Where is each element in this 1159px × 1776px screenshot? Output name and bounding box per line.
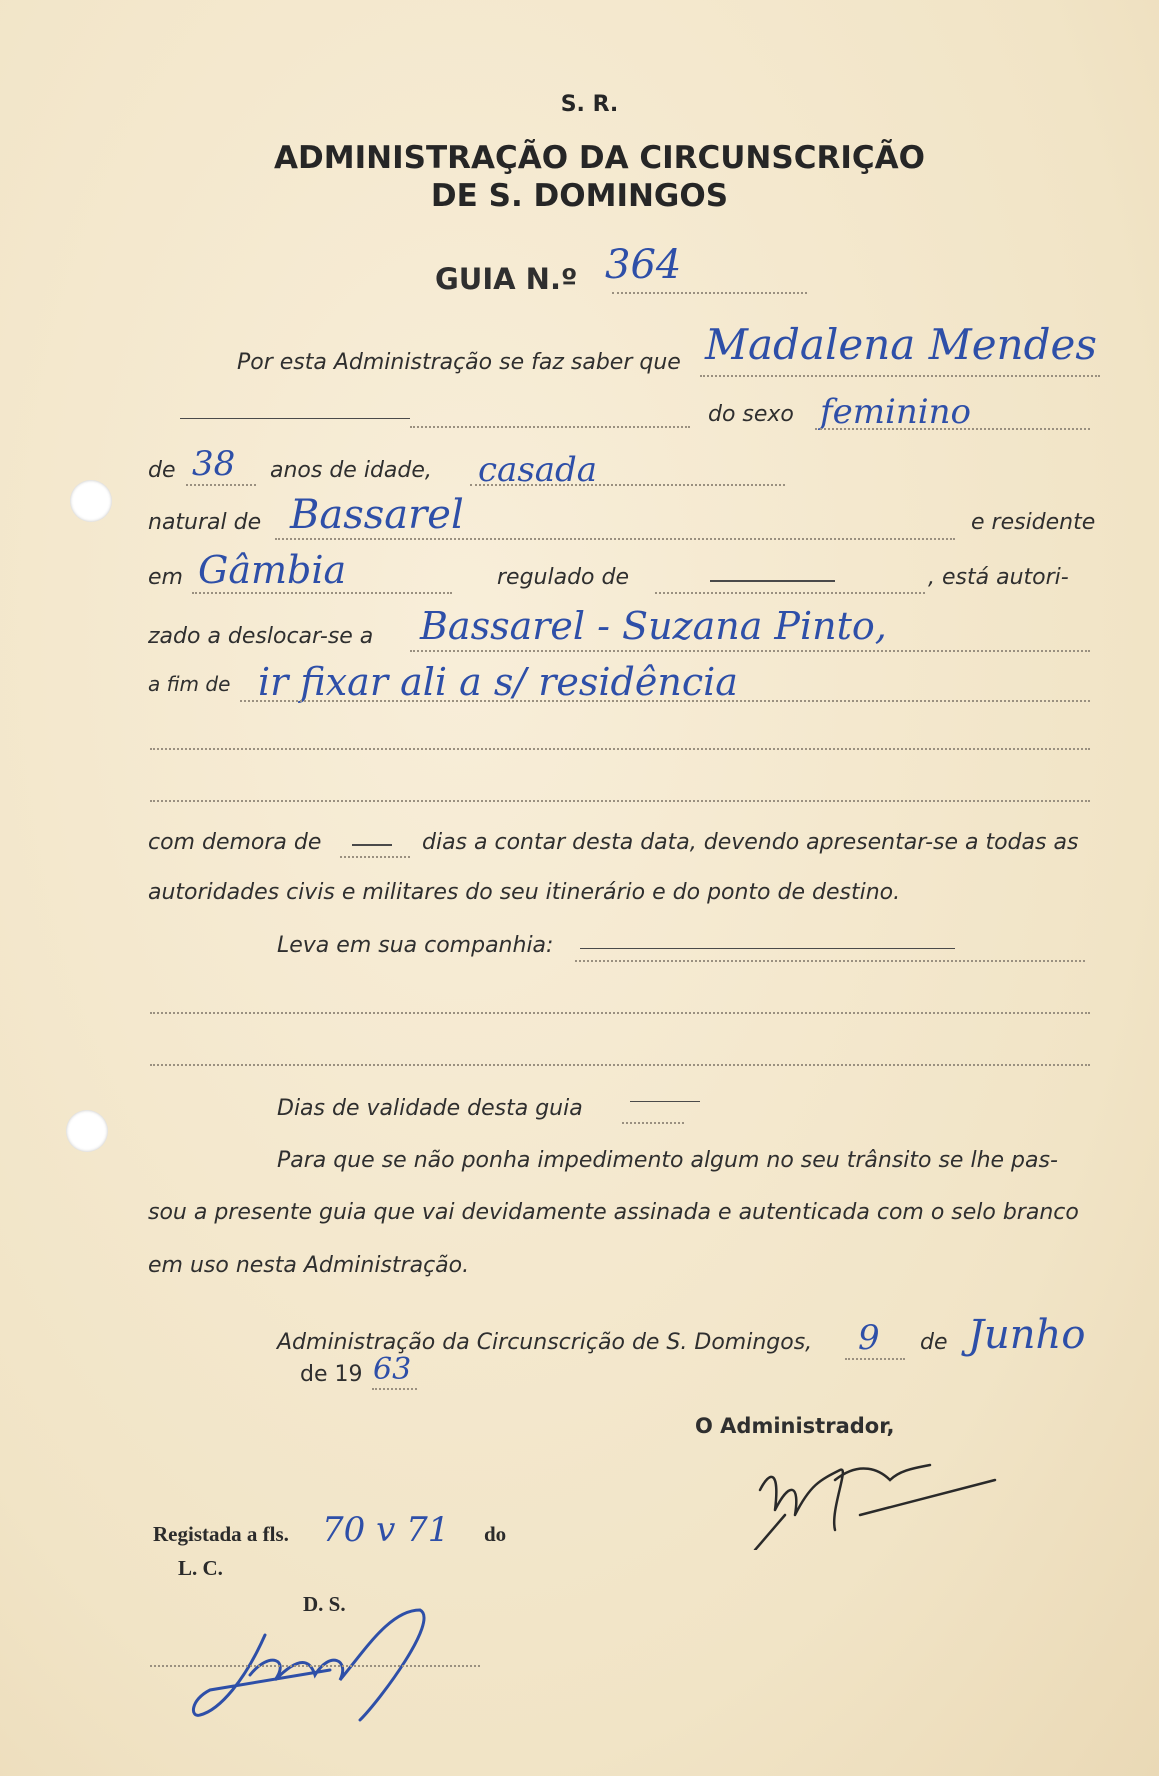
- person-name: Madalena Mendes: [705, 320, 1097, 369]
- regulado-value: [710, 580, 835, 582]
- paragraph-line-3: em uso nesta Administração.: [148, 1253, 470, 1278]
- punch-hole-top: [70, 480, 112, 522]
- date-place: Administração da Circunscrição de S. Domingos,: [277, 1330, 813, 1355]
- name-line: [700, 375, 1100, 377]
- destination-value: Bassarel - Suzana Pinto,: [420, 604, 887, 648]
- demora-line: [340, 856, 410, 858]
- date-year-line: [372, 1388, 417, 1390]
- em-label: em: [148, 565, 183, 590]
- autoridades-text: autoridades civis e militares do seu itinerário e do ponto de destino.: [148, 880, 901, 905]
- registry-signature-line: [150, 1665, 480, 1667]
- header-sr: S. R.: [560, 92, 619, 117]
- date-de: de: [920, 1330, 948, 1355]
- date-month: Junho: [968, 1312, 1086, 1358]
- header-title-line2: DE S. DOMINGOS: [430, 178, 729, 214]
- registry-label: Registada a fls.: [153, 1522, 289, 1546]
- zado-label: zado a deslocar-se a: [148, 624, 374, 649]
- paragraph-line-2: sou a presente guia que vai devidamente assinada e autenticada com o selo branco: [148, 1200, 1079, 1225]
- intro-text: Por esta Administração se faz saber que: [237, 350, 681, 375]
- leva-line: [575, 960, 1085, 962]
- natural-value: Bassarel: [290, 492, 464, 538]
- paragraph-line-1: Para que se não ponha impedimento algum no seu trânsito se lhe pas-: [277, 1148, 1058, 1173]
- blank-line-1: [150, 748, 1090, 750]
- registry-lc: L. C.: [178, 1556, 223, 1580]
- guia-label: GUIA N.º: [435, 262, 578, 296]
- validade-value: [630, 1101, 700, 1102]
- age-suffix: anos de idade,: [270, 458, 432, 483]
- natural-label: natural de: [148, 510, 262, 535]
- natural-line: [275, 538, 955, 540]
- registry-pages: 70 v 71: [322, 1510, 450, 1550]
- destination-line: [410, 650, 1090, 652]
- blank-line-4: [150, 1064, 1090, 1066]
- date-year-suffix: 63: [373, 1352, 412, 1387]
- residente-label: e residente: [971, 510, 1096, 535]
- leva-label: Leva em sua companhia:: [277, 933, 554, 958]
- header-title-line1: ADMINISTRAÇÃO DA CIRCUNSCRIÇÃO: [274, 140, 925, 176]
- blank-line-3: [150, 1012, 1090, 1014]
- sex-left-line: [410, 426, 690, 428]
- guia-number: 364: [605, 242, 682, 288]
- regulado-label: regulado de: [497, 565, 629, 590]
- demora-prefix: com demora de: [148, 830, 322, 855]
- autori-label: , está autori-: [928, 565, 1069, 590]
- regulado-line: [655, 592, 925, 594]
- administrador-title: O Administrador,: [695, 1414, 895, 1438]
- date-year-prefix: de 19: [300, 1362, 363, 1387]
- validade-label: Dias de validade desta guia: [277, 1096, 583, 1121]
- leva-value: [580, 948, 955, 949]
- em-line: [192, 592, 452, 594]
- sex-line: [815, 428, 1090, 430]
- registry-ds: D. S.: [303, 1592, 346, 1616]
- guia-number-line: [612, 292, 807, 294]
- blank-line-2: [150, 800, 1090, 802]
- em-value: Gâmbia: [198, 548, 347, 592]
- sex-value: feminino: [820, 392, 971, 432]
- age-line: [186, 484, 256, 486]
- purpose-value: ir fixar ali a s/ residência: [258, 660, 738, 704]
- date-day: 9: [858, 1318, 880, 1358]
- administrador-signature: [740, 1440, 1010, 1550]
- sex-label: do sexo: [708, 402, 794, 427]
- blank-dash: [180, 418, 410, 419]
- demora-value: [352, 844, 392, 846]
- punch-hole-bottom: [66, 1110, 108, 1152]
- demora-suffix: dias a contar desta data, devendo apresentar-se a todas as: [422, 830, 1079, 855]
- registry-do: do: [484, 1522, 507, 1546]
- registry-signature: [190, 1590, 460, 1730]
- marital-line: [470, 484, 785, 486]
- age-value: 38: [192, 444, 236, 484]
- purpose-line: [240, 700, 1090, 702]
- afim-label: a fim de: [148, 672, 231, 696]
- date-day-line: [845, 1358, 905, 1360]
- marital-status: casada: [478, 450, 598, 490]
- age-prefix: de: [148, 458, 176, 483]
- validade-line: [622, 1122, 684, 1124]
